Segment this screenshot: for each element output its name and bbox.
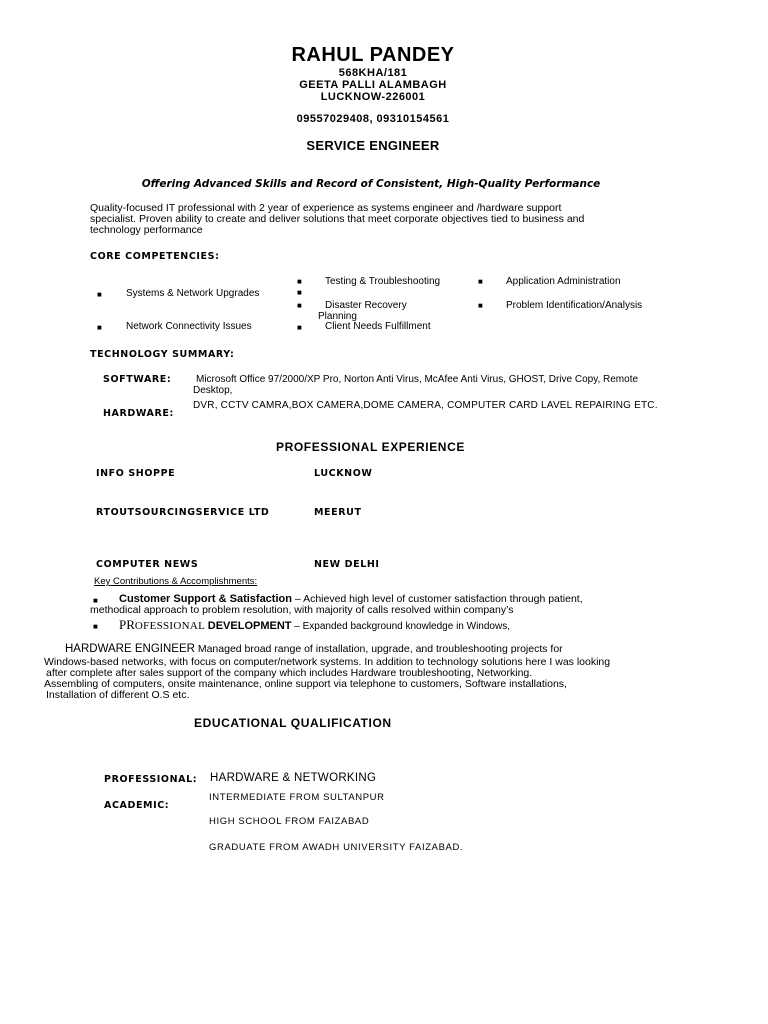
academic-label: ACADEMIC:	[104, 800, 170, 811]
competency-systems-network-upgrades: Systems & Network Upgrades	[126, 288, 260, 299]
bullet-icon: ■	[97, 290, 102, 299]
prof-dev-title-a: PR	[119, 617, 135, 632]
bullet-icon: ■	[297, 301, 302, 310]
competency-problem-identification-analysis: Problem Identification/Analysis	[506, 300, 643, 311]
summary-line-1: Quality-focused IT professional with 2 year of experience as systems engineer and /hardware support	[90, 202, 562, 214]
bullet-icon: ■	[93, 596, 98, 605]
competency-client-needs-fulfillment: Client Needs Fulfillment	[325, 321, 431, 332]
core-competencies-heading: CORE COMPETENCIES:	[90, 251, 220, 262]
bullet-icon: ■	[478, 301, 483, 310]
address-line-3: LUCKNOW-226001	[320, 91, 426, 103]
professional-label: PROFESSIONAL:	[104, 774, 198, 785]
tagline: Offering Advanced Skills and Record of Consistent, High-Quality Performance	[141, 178, 601, 190]
job-company: INFO SHOPPE	[96, 468, 176, 479]
educational-qualification-heading: EDUCATIONAL QUALIFICATION	[194, 716, 392, 730]
summary-line-2: specialist. Proven ability to create and deliver solutions that meet corporate objectives tied to business and	[90, 213, 585, 225]
hardware-value: DVR, CCTV CAMRA,BOX CAMERA,DOME CAMERA, COMPUTER CARD LAVEL REPAIRING ETC.	[193, 400, 658, 411]
address-line-2: GEETA PALLI ALAMBAGH	[299, 79, 447, 91]
technology-summary-heading: TECHNOLOGY SUMMARY:	[90, 349, 235, 360]
hardware-engineer-line-4: Assembling of computers, onsite maintenance, online support via telephone to customers, Software installations,	[44, 678, 567, 690]
customer-support-title: Customer Support & Satisfaction	[119, 593, 292, 605]
academic-item: INTERMEDIATE FROM SULTANPUR	[209, 792, 385, 803]
job-title: SERVICE ENGINEER	[306, 138, 440, 153]
bullet-icon: ■	[93, 622, 98, 631]
summary-line-3: technology performance	[90, 224, 203, 236]
prof-dev-title-b: OFESSIONAL	[134, 620, 208, 632]
job-location: MEERUT	[314, 507, 362, 518]
customer-support-line-2: methodical approach to problem resolution, with majority of calls resolved within company’s	[90, 604, 514, 616]
competency-disaster-recovery-line-2: Planning	[318, 311, 357, 322]
prof-dev-title-c: DEVELOPMENT	[207, 620, 292, 632]
software-label: SOFTWARE:	[103, 374, 172, 385]
competency-disaster-recovery: Disaster Recovery	[325, 300, 407, 311]
hardware-engineer-line-2: Windows-based networks, with focus on computer/network systems. In addition to technology solutions here I was looking	[44, 656, 611, 668]
competency-application-administration: Application Administration	[506, 276, 621, 287]
software-value-line-1: Microsoft Office 97/2000/XP Pro, Norton Anti Virus, McAfee Anti Virus, GHOST, Drive Copy, Remote	[196, 374, 639, 385]
academic-item: GRADUATE FROM AWADH UNIVERSITY FAIZABAD.	[209, 842, 464, 853]
key-contributions-heading: Key Contributions & Accomplishments:	[94, 576, 258, 587]
hardware-engineer-title: HARDWARE ENGINEER	[65, 643, 195, 655]
bullet-icon: ■	[297, 323, 302, 332]
professional-development-line	[119, 619, 510, 633]
competency-testing-troubleshooting: Testing & Troubleshooting	[325, 276, 441, 287]
bullet-icon: ■	[478, 277, 483, 286]
job-location: NEW DELHI	[314, 559, 380, 570]
bullet-icon: ■	[297, 277, 302, 286]
prof-dev-text: – Expanded background knowledge in Windows,	[291, 621, 510, 632]
candidate-name: RAHUL PANDEY	[291, 44, 455, 66]
job-company: COMPUTER NEWS	[96, 559, 199, 570]
hardware-engineer-text: Managed broad range of installation, upgrade, and troubleshooting projects for	[194, 643, 563, 655]
hardware-engineer-line-5: Installation of different O.S etc.	[46, 689, 190, 701]
hardware-engineer-line-3: after complete after sales support of the company which includes Hardware troubleshooting, Networking.	[46, 667, 533, 679]
professional-experience-heading: PROFESSIONAL EXPERIENCE	[276, 440, 465, 454]
customer-support-text: – Achieved high level of customer satisfaction through patient,	[291, 593, 583, 605]
professional-value: HARDWARE & NETWORKING	[210, 772, 377, 784]
hardware-engineer-line-1	[65, 644, 563, 656]
job-company: RTOUTSOURCINGSERVICE LTD	[96, 507, 270, 518]
address-line-1: 568KHA/181	[338, 67, 408, 79]
competency-network-connectivity-issues: Network Connectivity Issues	[126, 321, 252, 332]
software-value-line-2: Desktop,	[193, 385, 233, 396]
phone-numbers: 09557029408, 09310154561	[296, 113, 450, 125]
hardware-label: HARDWARE:	[103, 408, 174, 419]
academic-item: HIGH SCHOOL FROM FAIZABAD	[209, 816, 370, 827]
job-location: LUCKNOW	[314, 468, 373, 479]
bullet-icon: ■	[97, 323, 102, 332]
bullet-icon: ■	[297, 288, 302, 297]
